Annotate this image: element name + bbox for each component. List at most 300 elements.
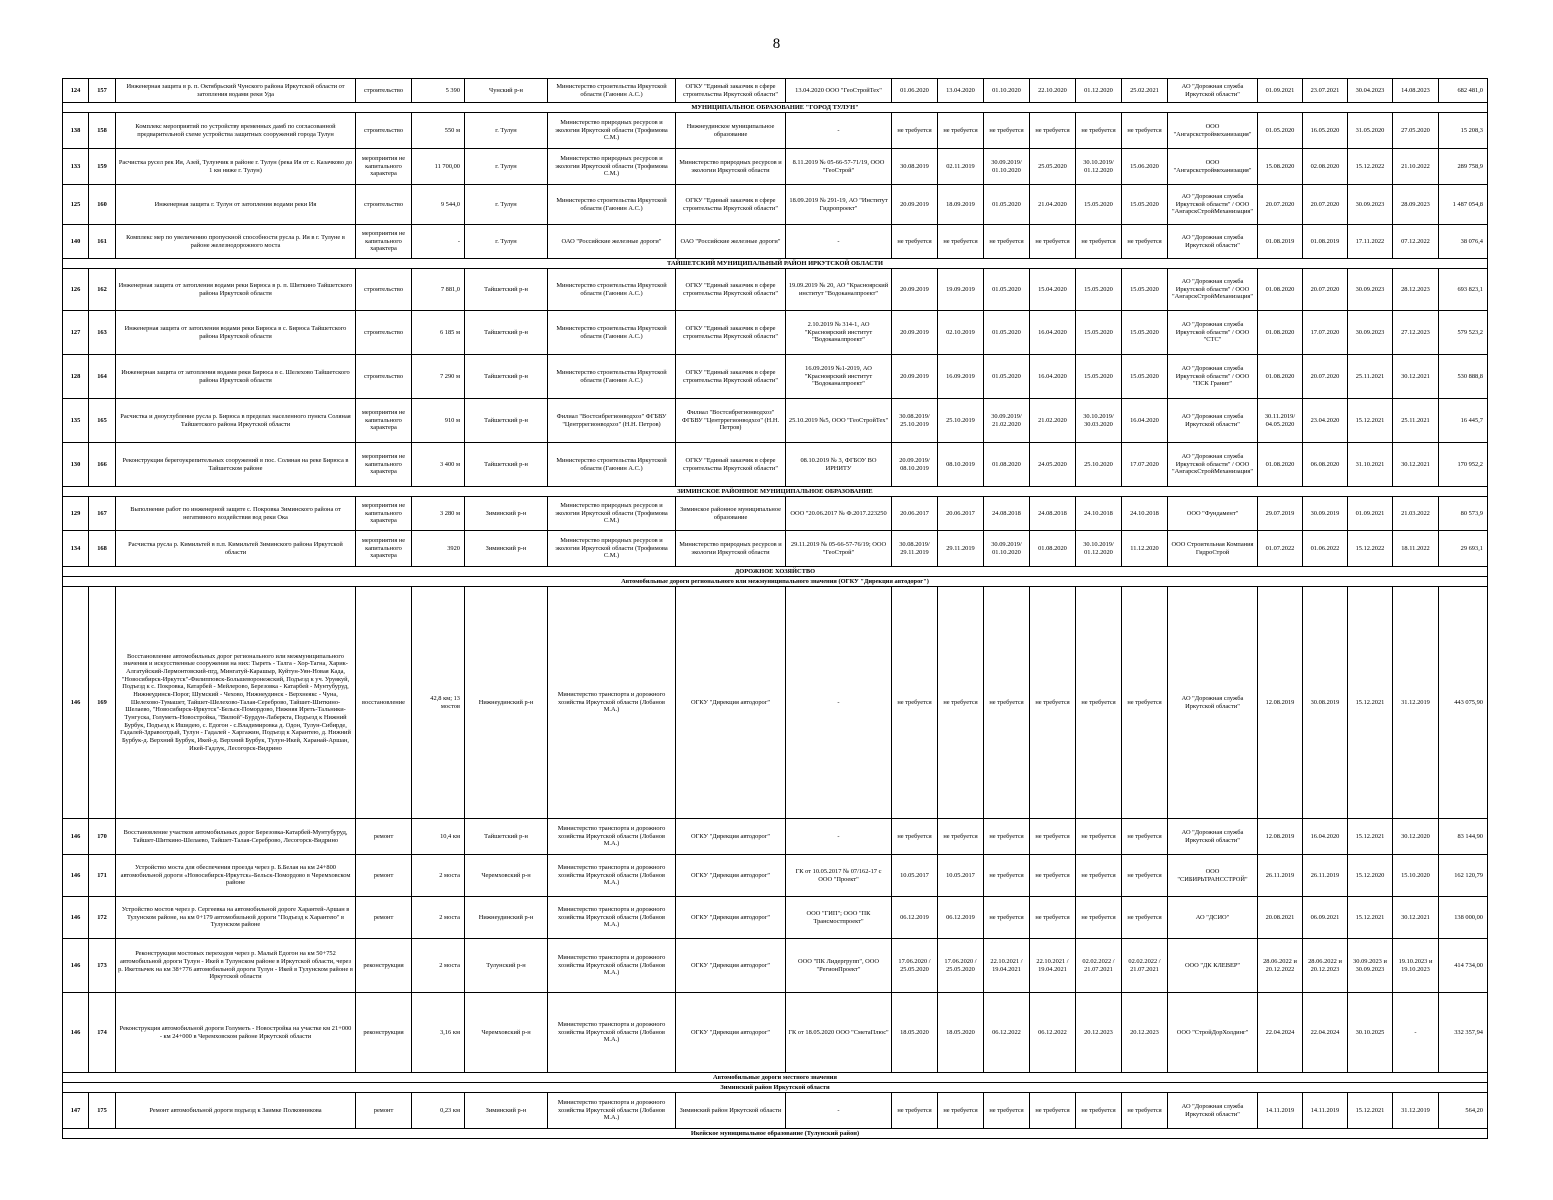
table-cell: не требуется	[1030, 819, 1076, 855]
table-cell: 30.08.2019	[892, 149, 938, 185]
table-cell: 2 моста	[412, 855, 465, 897]
table-cell: 10.05.2017	[938, 855, 984, 897]
section-header-row	[63, 1073, 1488, 1083]
table-cell: 06.09.2021	[1303, 897, 1348, 939]
table-cell: ГК от 18.05.2020 ООО "СметаПлюс"	[786, 993, 892, 1073]
table-cell: 175	[89, 1093, 116, 1129]
table-cell: ремонт	[356, 819, 412, 855]
table-cell: 16.04.2020	[1030, 355, 1076, 399]
table-cell: Инженерная защита от затопления водами реки Бирюса в р. п. Шиткино Тайшетского района Иркутской области	[116, 269, 356, 311]
table-cell: 20.08.2021	[1258, 897, 1303, 939]
table-cell: 01.05.2020	[984, 311, 1030, 355]
table-cell: 20.07.2020	[1303, 269, 1348, 311]
table-cell: 20.06.2017	[938, 497, 984, 531]
table-cell: 30.12.2021	[1393, 897, 1439, 939]
table-cell: Филиал "Востсибрегионводхоз" ФГБВУ "Центррегионводхоз" (Н.Н. Петров)	[548, 399, 676, 443]
table-cell: АО "Дорожная служба Иркутской области" / ООО "АнгарскСтройМеханизация"	[1168, 443, 1258, 487]
table-cell: 30.09.2019/ 01.10.2020	[984, 531, 1030, 567]
table-cell: не требуется	[938, 587, 984, 819]
section-header-row	[63, 1083, 1488, 1093]
table-cell: 21.02.2020	[1030, 399, 1076, 443]
table-row	[63, 443, 1488, 487]
table-cell: 29.11.2019 № 05-66-57-76/19; ООО "ГеоСтрой"	[786, 531, 892, 567]
table-cell: не требуется	[1122, 855, 1168, 897]
section-title: ДОРОЖНОЕ ХОЗЯЙСТВО	[63, 567, 1488, 577]
table-row	[63, 269, 1488, 311]
table-cell: -	[786, 225, 892, 259]
table-cell: 29.07.2019	[1258, 497, 1303, 531]
table-cell: Чунский р-н	[465, 79, 548, 103]
table-row	[63, 897, 1488, 939]
table-cell: 30.04.2023	[1348, 79, 1393, 103]
table-cell: Министерство природных ресурсов и экологии Иркутской области (Трофимова С.М.)	[548, 531, 676, 567]
table-cell: строительство	[356, 355, 412, 399]
table-cell: Зиминский р-н	[465, 497, 548, 531]
table-cell: -	[786, 113, 892, 149]
table-cell: 30.09.2019	[1303, 497, 1348, 531]
table-cell: 158	[89, 113, 116, 149]
table-cell: 25.05.2020	[1030, 149, 1076, 185]
table-cell: ОАО "Российские железные дороги"	[548, 225, 676, 259]
table-cell: -	[786, 819, 892, 855]
table-cell: 01.09.2021	[1258, 79, 1303, 103]
table-cell: 7 290 м	[412, 355, 465, 399]
table-cell: 3 400 м	[412, 443, 465, 487]
table-cell: 14.08.2023	[1393, 79, 1439, 103]
table-cell: г. Тулун	[465, 113, 548, 149]
table-cell: 16.04.2020	[1122, 399, 1168, 443]
table-cell: 12.08.2019	[1258, 587, 1303, 819]
table-cell: строительство	[356, 79, 412, 103]
table-cell: Инженерная защита от затопления водами реки Бирюса в с. Бирюса Тайшетского района Иркутской области	[116, 311, 356, 355]
table-cell: 138 000,00	[1439, 897, 1488, 939]
table-cell: 31.12.2019	[1393, 1093, 1439, 1129]
table-cell: 3 280 м	[412, 497, 465, 531]
table-cell: ООО "ПК Лидергрупп", ООО "РегионПроект"	[786, 939, 892, 993]
table-cell: Министерство транспорта и дорожного хозяйства Иркутской области (Лобанов М.А.)	[548, 855, 676, 897]
table-cell: 30.09.2019/ 01.10.2020	[984, 149, 1030, 185]
table-cell: 171	[89, 855, 116, 897]
table-cell: 23.07.2021	[1303, 79, 1348, 103]
table-cell: 30.10.2019/ 01.12.2020	[1076, 531, 1122, 567]
table-cell: АО "Дорожная служба Иркутской области"	[1168, 587, 1258, 819]
table-cell: не требуется	[1122, 819, 1168, 855]
table-cell: 17.07.2020	[1122, 443, 1168, 487]
table-cell: 14.11.2019	[1258, 1093, 1303, 1129]
table-cell: Министерство транспорта и дорожного хозяйства Иркутской области (Лобанов М.А.)	[548, 993, 676, 1073]
section-title: Автомобильные дороги местного значения	[63, 1073, 1488, 1083]
table-cell: 10,4 км	[412, 819, 465, 855]
table-cell: 128	[63, 355, 89, 399]
table-cell: 31.10.2021	[1348, 443, 1393, 487]
table-cell: не требуется	[1076, 1093, 1122, 1129]
table-cell: 443 075,90	[1439, 587, 1488, 819]
table-cell: не требуется	[984, 225, 1030, 259]
table-cell: 15.12.2020	[1348, 855, 1393, 897]
table-cell: 30.08.2019	[1303, 587, 1348, 819]
table-cell: Министерство транспорта и дорожного хозяйства Иркутской области (Лобанов М.А.)	[548, 939, 676, 993]
table-cell: Министерство строительства Иркутской области (Гаюнин А.С.)	[548, 79, 676, 103]
table-cell: не требуется	[1122, 897, 1168, 939]
table-cell: -	[786, 1093, 892, 1129]
table-cell: 28.06.2022 и 20.12.2023	[1303, 939, 1348, 993]
table-cell: мероприятия не капитального характера	[356, 149, 412, 185]
table-cell: не требуется	[892, 225, 938, 259]
table-cell: Министерство строительства Иркутской области (Гаюнин А.С.)	[548, 185, 676, 225]
table-row	[63, 587, 1488, 819]
table-cell: 2 моста	[412, 939, 465, 993]
table-cell: 21.04.2020	[1030, 185, 1076, 225]
table-cell: ОГКУ "Дирекция автодорог"	[676, 897, 786, 939]
table-row	[63, 993, 1488, 1073]
table-cell: Министерство строительства Иркутской области (Гаюнин А.С.)	[548, 269, 676, 311]
table-cell: 16.09.2019	[938, 355, 984, 399]
table-cell: 22.04.2024	[1303, 993, 1348, 1073]
table-cell: не требуется	[892, 587, 938, 819]
table-cell: 01.08.2020	[1258, 311, 1303, 355]
table-cell: 01.08.2020	[1258, 443, 1303, 487]
table-cell: не требуется	[984, 819, 1030, 855]
table-cell: 27.12.2023	[1393, 311, 1439, 355]
table-cell: Зиминский р-н	[465, 1093, 548, 1129]
table-cell: не требуется	[938, 1093, 984, 1129]
table-cell: 22.10.2021 / 19.04.2021	[984, 939, 1030, 993]
table-cell: 25.11.2021	[1393, 399, 1439, 443]
table-cell: 693 823,1	[1439, 269, 1488, 311]
table-cell: 12.08.2019	[1258, 819, 1303, 855]
table-cell: Министерство природных ресурсов и экологии Иркутской области (Трофимова С.М.)	[548, 113, 676, 149]
table-cell: 29 693,1	[1439, 531, 1488, 567]
table-cell: не требуется	[1122, 1093, 1168, 1129]
table-cell: 126	[63, 269, 89, 311]
table-cell: Тулунский р-н	[465, 939, 548, 993]
table-cell: 06.12.2019	[938, 897, 984, 939]
table-cell: 01.08.2020	[1030, 531, 1076, 567]
table-cell: строительство	[356, 311, 412, 355]
table-cell: 30.11.2019/ 04.05.2020	[1258, 399, 1303, 443]
table-cell: не требуется	[1122, 113, 1168, 149]
table-cell: Министерство природных ресурсов и экологии Иркутской области (Трофимова С.М.)	[548, 497, 676, 531]
table-cell: 146	[63, 939, 89, 993]
table-cell: реконструкция	[356, 993, 412, 1073]
section-header-row	[63, 1129, 1488, 1139]
table-cell: ОГКУ "Дирекция автодорог"	[676, 939, 786, 993]
table-cell: 30.09.2019/ 21.02.2020	[984, 399, 1030, 443]
table-cell: не требуется	[1030, 225, 1076, 259]
table-cell: Реконструкция берегоукрепительных сооружений в пос. Соляная на реке Бирюса в Тайшетском районе	[116, 443, 356, 487]
section-header-row	[63, 103, 1488, 113]
table-cell: Устройство мостов через р. Сергеевка на автомобильной дороге Харантей-Аршан в Тулунском районе, на км 0+179 автомобильной дороги "Подъезд к Харантею" в Тулунском районе	[116, 897, 356, 939]
table-cell: строительство	[356, 269, 412, 311]
table-cell: АО "Дорожная служба Иркутской области"	[1168, 819, 1258, 855]
table-cell: Расчистка русел рек Ия, Азей, Тулунчик в районе г. Тулун (река Ия от с. Казачково до 1 км ниже г. Тулун)	[116, 149, 356, 185]
table-cell: не требуется	[1030, 1093, 1076, 1129]
table-cell: 15.12.2021	[1348, 897, 1393, 939]
table-cell: 18.09.2019 № 291-19, АО "Институт Гидропроект"	[786, 185, 892, 225]
table-cell: 0,23 км	[412, 1093, 465, 1129]
table-cell: 157	[89, 79, 116, 103]
table-cell: 20.09.2019/ 08.10.2019	[892, 443, 938, 487]
table-cell: АО "Дорожная служба Иркутской области" / ООО "АнгарскСтройМеханизация"	[1168, 269, 1258, 311]
table-cell: 289 758,9	[1439, 149, 1488, 185]
table-cell: 27.05.2020	[1393, 113, 1439, 149]
table-cell: 174	[89, 993, 116, 1073]
table-cell: 21.03.2022	[1393, 497, 1439, 531]
table-cell: ОГКУ "Единый заказчик в сфере строительства Иркутской области"	[676, 185, 786, 225]
section-title: ЗИМИНСКОЕ РАЙОННОЕ МУНИЦИПАЛЬНОЕ ОБРАЗОВАНИЕ	[63, 487, 1488, 497]
table-cell: 146	[63, 587, 89, 819]
table-cell: 23.04.2020	[1303, 399, 1348, 443]
table-cell: не требуется	[938, 819, 984, 855]
section-title: ТАЙШЕТСКИЙ МУНИЦИПАЛЬНЫЙ РАЙОН ИРКУТСКОЙ ОБЛАСТИ	[63, 259, 1488, 269]
table-row	[63, 819, 1488, 855]
table-cell: 25.10.2019 №5, ООО "ГеоСтройТех"	[786, 399, 892, 443]
section-title: Икейское муниципальное образование (Тулунский район)	[63, 1129, 1488, 1139]
table-cell: Нижнеудинский р-н	[465, 897, 548, 939]
table-cell: 01.05.2020	[984, 269, 1030, 311]
table-cell: 147	[63, 1093, 89, 1129]
table-cell: 910 м	[412, 399, 465, 443]
table-cell: ремонт	[356, 897, 412, 939]
table-cell: Реконструкция автомобильной дороги Голуметь - Новостройка на участке км 21+000 - км 24+000 в Черемховском районе Иркутской области	[116, 993, 356, 1073]
table-cell: не требуется	[1076, 855, 1122, 897]
table-cell: не требуется	[892, 819, 938, 855]
table-row	[63, 1093, 1488, 1129]
table-cell: не требуется	[1076, 225, 1122, 259]
table-cell: ООО "Фундамент"	[1168, 497, 1258, 531]
table-cell: 30.12.2021	[1393, 443, 1439, 487]
table-cell: не требуется	[1076, 897, 1122, 939]
table-cell: 15.05.2020	[1122, 269, 1168, 311]
table-cell: ОГКУ "Дирекция автодорог"	[676, 587, 786, 819]
table-cell: 02.02.2022 / 21.07.2021	[1076, 939, 1122, 993]
table-cell: Тайшетский р-н	[465, 311, 548, 355]
table-cell: не требуется	[1030, 897, 1076, 939]
table-cell: 146	[63, 993, 89, 1073]
table-cell: ОГКУ "Дирекция автодорог"	[676, 993, 786, 1073]
table-cell: 26.11.2019	[1303, 855, 1348, 897]
table-cell: 15.05.2020	[1076, 355, 1122, 399]
table-cell: 18.05.2020	[938, 993, 984, 1073]
table-cell: 16.04.2020	[1030, 311, 1076, 355]
table-cell: 146	[63, 855, 89, 897]
table-cell: строительство	[356, 113, 412, 149]
table-cell: Выполнение работ по инженерной защите с. Покровка Зиминского района от негативного воздействия вод реки Ока	[116, 497, 356, 531]
table-cell: 01.05.2020	[1258, 113, 1303, 149]
table-cell: 08.10.2019	[938, 443, 984, 487]
table-cell: ремонт	[356, 1093, 412, 1129]
table-row	[63, 79, 1488, 103]
section-header-row	[63, 577, 1488, 587]
table-cell: 166	[89, 443, 116, 487]
table-cell: 07.12.2022	[1393, 225, 1439, 259]
table-cell: 13.04.2020	[938, 79, 984, 103]
table-cell: не требуется	[1122, 225, 1168, 259]
table-cell: 2.10.2019 № 314-1, АО "Красноярский институт "Водоканалпроект"	[786, 311, 892, 355]
table-cell: 1 487 054,8	[1439, 185, 1488, 225]
section-title: Зиминский район Иркутской области	[63, 1083, 1488, 1093]
table-cell: 11.12.2020	[1122, 531, 1168, 567]
table-cell: Филиал "Востсибрегионводхоз" ФГБВУ "Центррегионводхоз" (Н.Н. Петров)	[676, 399, 786, 443]
table-cell: 13.04.2020 ООО "ГеоСтройТех"	[786, 79, 892, 103]
table-cell: 28.09.2023	[1393, 185, 1439, 225]
table-cell: 129	[63, 497, 89, 531]
table-cell: мероприятия не капитального характера	[356, 225, 412, 259]
table-cell: Министерство транспорта и дорожного хозяйства Иркутской области (Лобанов М.А.)	[548, 897, 676, 939]
table-cell: 16.04.2020	[1303, 819, 1348, 855]
table-cell: АО "Дорожная служба Иркутской области"	[1168, 225, 1258, 259]
table-cell: 20.09.2019	[892, 185, 938, 225]
table-cell: ОГКУ "Дирекция автодорог"	[676, 855, 786, 897]
table-cell: ООО "20.06.2017 № Ф.2017.223250	[786, 497, 892, 531]
table-cell: 9 544,0	[412, 185, 465, 225]
table-cell: 31.05.2020	[1348, 113, 1393, 149]
table-cell: 20.07.2020	[1303, 185, 1348, 225]
table-cell: 125	[63, 185, 89, 225]
table-cell: 25.02.2021	[1122, 79, 1168, 103]
table-row	[63, 225, 1488, 259]
table-cell: восстановление	[356, 587, 412, 819]
table-cell: 160	[89, 185, 116, 225]
table-cell: 15.05.2020	[1076, 269, 1122, 311]
table-cell: 17.06.2020 / 25.05.2020	[938, 939, 984, 993]
table-cell: 11 700,00	[412, 149, 465, 185]
table-cell: строительство	[356, 185, 412, 225]
table-cell: Министерство строительства Иркутской области (Гаюнин А.С.)	[548, 355, 676, 399]
table-cell: 25.11.2021	[1348, 355, 1393, 399]
table-cell: 01.08.2020	[1258, 269, 1303, 311]
table-cell: ООО "СтройДорХолдинг"	[1168, 993, 1258, 1073]
table-row	[63, 355, 1488, 399]
table-cell: Комплекс мероприятий по устройству временных дамб по согласованной предварительной схеме устройства защитных сооружений города Тулун	[116, 113, 356, 149]
table-cell: 30.09.2023	[1348, 269, 1393, 311]
table-cell: 146	[63, 897, 89, 939]
table-cell: 172	[89, 897, 116, 939]
table-cell: 01.05.2020	[984, 185, 1030, 225]
table-cell: 15.05.2020	[1076, 311, 1122, 355]
table-cell: Нижнеудинский р-н	[465, 587, 548, 819]
table-row	[63, 855, 1488, 897]
section-header-row	[63, 487, 1488, 497]
table-cell: 20.12.2023	[1122, 993, 1168, 1073]
table-cell: Зиминский район Иркутской области	[676, 1093, 786, 1129]
table-cell: 42,8 км; 13 мостов	[412, 587, 465, 819]
table-cell: не требуется	[892, 113, 938, 149]
table-cell: Министерство транспорта и дорожного хозяйства Иркутской области (Лобанов М.А.)	[548, 819, 676, 855]
table-cell: 24.05.2020	[1030, 443, 1076, 487]
table-cell: 38 076,4	[1439, 225, 1488, 259]
table-cell: 170	[89, 819, 116, 855]
table-cell: 19.10.2023 и 19.10.2023	[1393, 939, 1439, 993]
table-cell: 127	[63, 311, 89, 355]
section-title: Автомобильные дороги регионального или межмуниципального значения (ОГКУ "Дирекция автодорог")	[63, 577, 1488, 587]
table-cell: не требуется	[1030, 587, 1076, 819]
table-cell: 564,20	[1439, 1093, 1488, 1129]
table-cell: ООО "Ангарскстроймеханизация"	[1168, 149, 1258, 185]
table-cell: 414 734,00	[1439, 939, 1488, 993]
table-cell: Восстановление автомобильных дорог регионального или межмуниципального значения и искусственные сооружения на них: Тыреть - Талга - Хор-Тагна, Харик-Алгатуйский-Лермонтовский-пгд, Мингатуй-Карашыр, Куйтун-Уян-Новая Када, "Новосибирск-Иркутск"-Филипповск-Большеворонежский, Подъезд к уч. Уруякуй, Подъезд к с. Покровка, Катарбей - Мейлерово, Березовка - Катарбей - Мунтубуруд, Нижнеудинск-Порог, Шумский - Чехово, Нижнеудинск - Верхнеякс - Чуна, Шелехово-Тумашет, Тайшет-Шелехово-Талая-Сереброво, Тайшет-Шиткино-Шелаево, "Новосибирск-Иркутск"-Бельск-Помордово, Нижняя Иреть-Тальники-Тунгуска, Голуметь-Новостройка, "Вилюй"-Бурдун-Лаберкта, Подъезд к Нижний Бурбук, Подъезд к Ишидею, с. Едогон - с.Владимировка д. Одон, Тулун-Сибирде, Гадалей-Здравоотдый, Тулун - Гадалей - Харгажин, Подъезд к Харантею, д. Нижний Бурбук-д. Верхний Бурбук, Икей-д. Верхний Бурбук, Тулун-Икей, Харанай-Аршан, Икей-Гадлук, Лесогорск-Видрино	[116, 587, 356, 819]
table-cell: ОГКУ "Дирекция автодорог"	[676, 819, 786, 855]
table-cell: 134	[63, 531, 89, 567]
table-cell: ОГКУ "Единый заказчик в сфере строительства Иркутской области"	[676, 311, 786, 355]
table-cell: 20.07.2020	[1303, 355, 1348, 399]
table-row	[63, 149, 1488, 185]
table-cell: 30.10.2019/ 30.03.2020	[1076, 399, 1122, 443]
table-cell: 30.09.2023	[1348, 311, 1393, 355]
table-cell: 18.09.2019	[938, 185, 984, 225]
table-row	[63, 497, 1488, 531]
table-cell: 20.06.2017	[892, 497, 938, 531]
table-cell: 165	[89, 399, 116, 443]
table-cell: Комплекс мер по увеличению пропускной способности русла р. Ия в г. Тулуне в районе железнодорожного моста	[116, 225, 356, 259]
table-cell: 161	[89, 225, 116, 259]
table-cell: 167	[89, 497, 116, 531]
table-cell: 24.08.2018	[1030, 497, 1076, 531]
table-cell: 01.08.2020	[984, 443, 1030, 487]
section-title: МУНИЦИПАЛЬНОЕ ОБРАЗОВАНИЕ "ГОРОД ТУЛУН"	[63, 103, 1488, 113]
table-cell: Министерство транспорта и дорожного хозяйства Иркутской области (Лобанов М.А.)	[548, 1093, 676, 1129]
table-cell: 80 573,9	[1439, 497, 1488, 531]
table-cell: 83 144,90	[1439, 819, 1488, 855]
table-cell: 19.09.2019	[938, 269, 984, 311]
table-cell: 02.02.2022 / 21.07.2021	[1122, 939, 1168, 993]
table-cell: 173	[89, 939, 116, 993]
table-cell: не требуется	[1076, 819, 1122, 855]
table-cell: 15.08.2020	[1258, 149, 1303, 185]
table-cell: ОГКУ "Единый заказчик в сфере строительства Иркутской области"	[676, 355, 786, 399]
table-cell: 30.12.2021	[1393, 355, 1439, 399]
table-cell: мероприятия не капитального характера	[356, 531, 412, 567]
table-cell: 20.12.2023	[1076, 993, 1122, 1073]
table-cell: 17.07.2020	[1303, 311, 1348, 355]
table-cell: Реконструкция мостовых переходов через р. Малый Едогон на км 50+752 автомобильной дороги Тулун - Икей в Тулунском районе в Иркутской области, через р. Икетлычек на км 38+776 автомобильной дороги Тулун - Икей в Тулунском районе в Иркутской области	[116, 939, 356, 993]
table-row	[63, 185, 1488, 225]
table-cell: 162	[89, 269, 116, 311]
table-cell: 15.04.2020	[1030, 269, 1076, 311]
section-header-row	[63, 567, 1488, 577]
table-cell: ОГКУ "Единый заказчик в сфере строительства Иркутской области"	[676, 443, 786, 487]
table-cell: 01.05.2020	[984, 355, 1030, 399]
table-cell: АО "Дорожная служба Иркутской области"	[1168, 1093, 1258, 1129]
table-cell: Министерство природных ресурсов и экологии Иркутской области	[676, 149, 786, 185]
table-cell: ООО Строительная Компания ГидроСтрой	[1168, 531, 1258, 567]
table-cell: 17.11.2022	[1348, 225, 1393, 259]
table-cell: 16 445,7	[1439, 399, 1488, 443]
table-cell: 22.10.2021 / 19.04.2021	[1030, 939, 1076, 993]
table-cell: 159	[89, 149, 116, 185]
table-cell: 01.06.2020	[892, 79, 938, 103]
table-cell: Инженерная защита от затопления водами реки Бирюса в с. Шелехово Тайшетского района Иркутской области	[116, 355, 356, 399]
table-cell: 01.10.2020	[984, 79, 1030, 103]
table-cell: мероприятия не капитального характера	[356, 443, 412, 487]
table-cell: Инженерная защита г. Тулун от затопления водами реки Ия	[116, 185, 356, 225]
table-cell: 530 888,8	[1439, 355, 1488, 399]
table-cell: Устройство моста для обеспечения проезда через р. Б.Белая на км 24+800 автомобильной дороги «Новосибирск-Иркутск»-Бельск-Помордово в Черемховском районе	[116, 855, 356, 897]
table-cell: 01.08.2019	[1258, 225, 1303, 259]
table-cell: 22.10.2020	[1030, 79, 1076, 103]
table-cell: 30.09.2023	[1348, 185, 1393, 225]
table-cell: Зиминское районное муниципальное образование	[676, 497, 786, 531]
table-cell: ООО "ДК КЛЕВЕР"	[1168, 939, 1258, 993]
table-cell: Министерство строительства Иркутской области (Гаюнин А.С.)	[548, 443, 676, 487]
table-cell: ГК от 10.05.2017 № 07/162-17 с ООО "Проект"	[786, 855, 892, 897]
table-cell: Черемховский р-н	[465, 855, 548, 897]
table-cell: 02.08.2020	[1303, 149, 1348, 185]
projects-table	[62, 78, 1488, 1139]
table-cell: реконструкция	[356, 939, 412, 993]
table-cell: 16.09.2019 №1-2019, АО "Красноярский институт "Водоканалпроект"	[786, 355, 892, 399]
table-cell: 6 185 м	[412, 311, 465, 355]
